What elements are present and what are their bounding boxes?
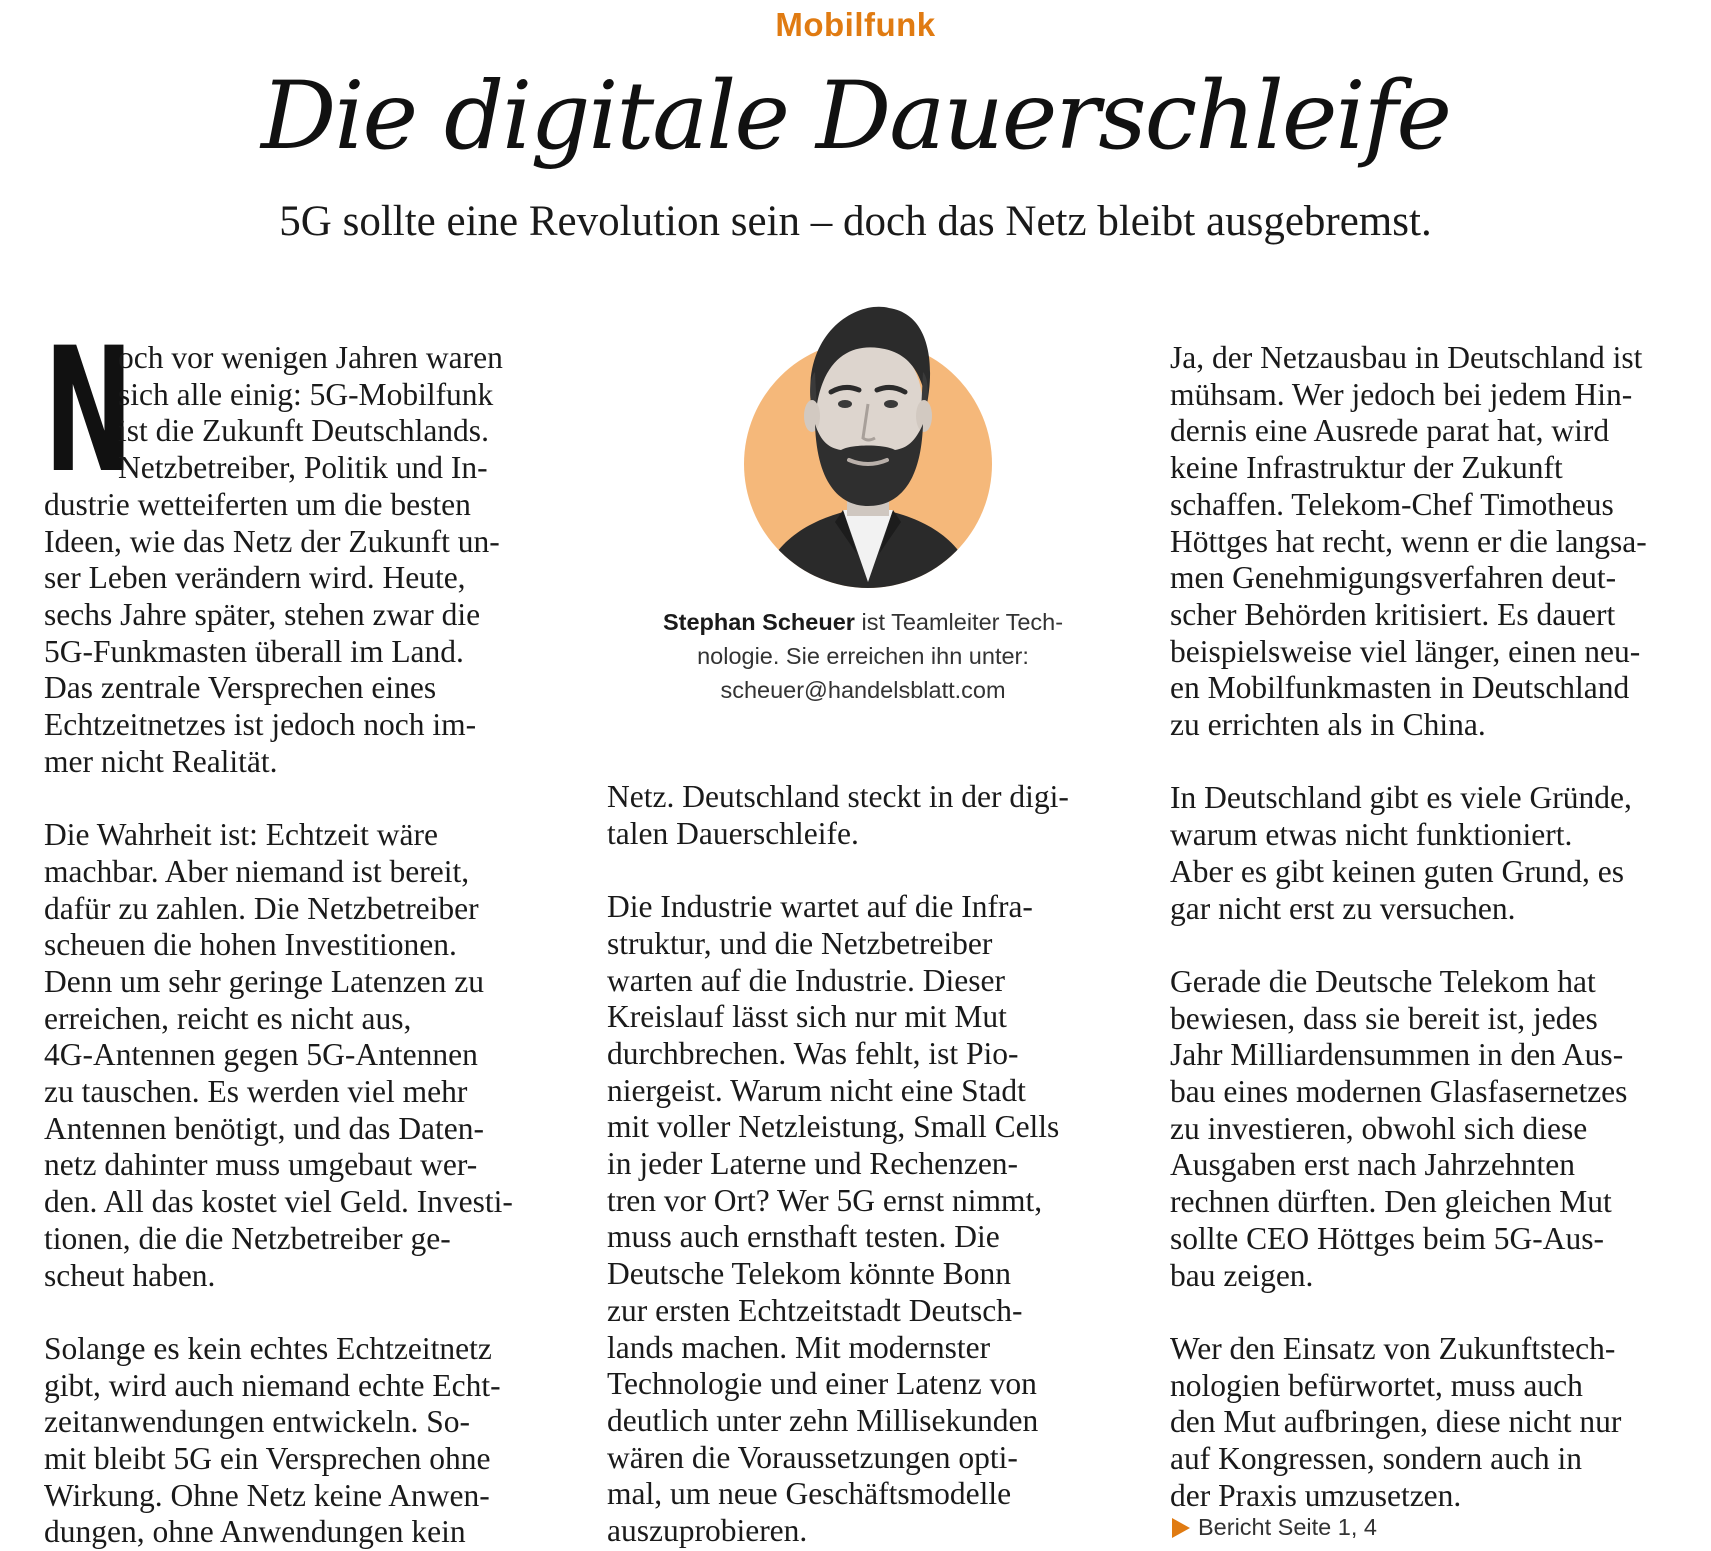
article-line: Echtzeitnetzes ist jedoch noch im- — [44, 707, 477, 743]
article-line: tren vor Ort? Wer 5G ernst nimmt, — [607, 1182, 1043, 1218]
article-line: rechnen dürften. Den gleichen Mut — [1170, 1184, 1612, 1220]
author-email: scheuer@handelsblatt.com — [720, 677, 1006, 703]
article-line: schaffen. Telekom-Chef Timotheus — [1170, 486, 1614, 522]
article-line: ser Leben verändern wird. Heute, — [44, 560, 466, 596]
article-line: beispielsweise viel länger, einen neu- — [1170, 633, 1641, 669]
article-line: niergeist. Warum nicht eine Stadt — [607, 1072, 1026, 1108]
article-column-3 — [1170, 340, 1690, 1514]
article-line: lands machen. Mit modernster — [607, 1329, 991, 1365]
article-line: Ausgaben erst nach Jahrzehnten — [1170, 1147, 1575, 1183]
author-caption — [600, 605, 1126, 707]
paragraph-break — [1170, 927, 1690, 964]
article-line: zu tauschen. Es werden viel mehr — [44, 1074, 468, 1110]
paragraph-break — [607, 852, 1127, 889]
article-line: men Genehmigungsverfahren deut- — [1170, 560, 1617, 596]
article-line: Ideen, wie das Netz der Zukunft un- — [44, 523, 500, 559]
article-line: Denn um sehr geringe Latenzen zu — [44, 963, 484, 999]
article-column-2 — [607, 779, 1127, 1550]
article-line: auszuprobieren. — [607, 1513, 808, 1549]
article-line: Die Wahrheit ist: Echtzeit wäre — [44, 817, 438, 853]
article-line: dernis eine Ausrede parat hat, wird — [1170, 413, 1610, 449]
article-line: dafür zu zahlen. Die Netzbetreiber — [44, 890, 479, 926]
article-line: Kreislauf lässt sich nur mit Mut — [607, 999, 1007, 1035]
article-line: sich alle einig: 5G-Mobilfunk — [118, 376, 494, 412]
article-line: 4G-Antennen gegen 5G-Antennen — [44, 1037, 478, 1073]
article-line: den. All das kostet viel Geld. Investi- — [44, 1184, 513, 1220]
article-line: in jeder Laterne und Rechenzen- — [607, 1146, 1019, 1182]
article-line: Das zentrale Versprechen eines — [44, 670, 437, 706]
article-line: tionen, die die Netzbetreiber ge- — [44, 1220, 451, 1256]
article-line: och vor wenigen Jahren waren — [118, 340, 503, 375]
article-line: scheuen die hohen Investitionen. — [44, 927, 457, 963]
article-line: Solange es kein echtes Echtzeitnetz — [44, 1330, 492, 1366]
author-name: Stephan Scheuer — [662, 609, 855, 635]
article-line: netz dahinter muss umgebaut wer- — [44, 1147, 478, 1183]
article-line: zu errichten als in China. — [1170, 707, 1486, 743]
article-line: scheut haben. — [44, 1257, 216, 1293]
article-line: Technologie und einer Latenz von — [607, 1366, 1037, 1402]
article-line: sechs Jahre später, stehen zwar die — [44, 596, 481, 632]
article-line: bau eines modernen Glasfasernetzes — [1170, 1074, 1628, 1110]
article-line: mit bleibt 5G ein Versprechen ohne — [44, 1441, 491, 1477]
author-portrait — [739, 292, 997, 592]
article-line: Wirkung. Ohne Netz keine Anwen- — [44, 1477, 490, 1513]
article-line: den Mut aufbringen, diese nicht nur — [1170, 1404, 1622, 1440]
article-line: Wer den Einsatz von Zukunftstech- — [1170, 1330, 1616, 1366]
article-line: auf Kongressen, sondern auch in — [1170, 1441, 1583, 1477]
article-line: Netz. Deutschland steckt in der digi- — [607, 779, 1069, 814]
article-line: Ja, der Netzausbau in Deutschland ist — [1170, 340, 1643, 375]
article-line: Deutsche Telekom könnte Bonn — [607, 1256, 1012, 1292]
article-line: deutlich unter zehn Millisekunden — [607, 1402, 1039, 1438]
article-line: Netzbetreiber, Politik und In- — [118, 450, 488, 486]
paragraph-break — [1170, 1294, 1690, 1331]
article-line: keine Infrastruktur der Zukunft — [1170, 450, 1563, 486]
article-line: In Deutschland gibt es viele Gründe, — [1170, 780, 1632, 816]
paragraph-break — [44, 1294, 564, 1331]
subheadline: 5G sollte eine Revolution sein – doch das Netz bleibt ausgebremst. — [279, 198, 1432, 245]
kicker: Mobilfunk — [775, 6, 936, 43]
article-line: Die Industrie wartet auf die Infra- — [607, 889, 1033, 925]
article-column-1 — [44, 310, 564, 1551]
article-line: muss auch ernsthaft testen. Die — [607, 1219, 1000, 1255]
article-line: der Praxis umzusetzen. — [1170, 1477, 1462, 1513]
article-line: ist die Zukunft Deutschlands. — [118, 413, 489, 449]
article-line: struktur, und die Netzbetreiber — [607, 925, 993, 961]
drop-cap: N — [44, 310, 134, 511]
article-line: zur ersten Echtzeitstadt Deutsch- — [607, 1292, 1023, 1328]
article-line: nologien befürwortet, muss auch — [1170, 1367, 1583, 1403]
article-line: mit voller Netzleistung, Small Cells — [607, 1109, 1060, 1145]
article-line: Aber es gibt keinen guten Grund, es — [1170, 853, 1625, 889]
paragraph-break — [1170, 744, 1690, 781]
article-line: durchbrechen. Was fehlt, ist Pio- — [607, 1035, 1019, 1071]
article-line: zu investieren, obwohl sich diese — [1170, 1110, 1588, 1146]
article-line: Höttges hat recht, wenn er die langsa- — [1170, 523, 1647, 559]
article-line: warum etwas nicht funktioniert. — [1170, 817, 1573, 853]
article-line: mühsam. Wer jedoch bei jedem Hin- — [1170, 376, 1633, 412]
article-line: Gerade die Deutsche Telekom hat — [1170, 963, 1596, 999]
article-line: zeitanwendungen entwickeln. So- — [44, 1404, 470, 1440]
article-line: Antennen benötigt, und das Daten- — [44, 1110, 485, 1146]
paragraph-break — [44, 780, 564, 817]
article-line: wären die Voraussetzungen opti- — [607, 1439, 1018, 1475]
article-line: en Mobilfunkmasten in Deutschland — [1170, 670, 1630, 706]
article-line: gar nicht erst zu versuchen. — [1170, 890, 1516, 926]
article-line: 5G-Funkmasten überall im Land. — [44, 633, 464, 669]
page-reference-text: Bericht Seite 1, 4 — [1198, 1514, 1377, 1540]
article-line: machbar. Aber niemand ist bereit, — [44, 853, 470, 889]
article-line: Jahr Milliardensummen in den Aus- — [1170, 1037, 1624, 1073]
article-line: warten auf die Industrie. Dieser — [607, 962, 1005, 998]
headline: Die digitale Dauerschleife — [261, 62, 1450, 171]
article-line: talen Dauerschleife. — [607, 815, 859, 851]
article-line: bau zeigen. — [1170, 1257, 1314, 1293]
article-line: sollte CEO Höttges beim 5G-Aus- — [1170, 1220, 1604, 1256]
page-reference — [1172, 1512, 1377, 1542]
article-line: bewiesen, dass sie bereit ist, jedes — [1170, 1000, 1598, 1036]
author-role: ist Teamleiter Tech- — [854, 609, 1064, 635]
author-contact-line: nologie. Sie erreichen ihn unter: — [697, 643, 1029, 669]
article-line: gibt, wird auch niemand echte Echt- — [44, 1367, 501, 1403]
article-line: dustrie wetteiferten um die besten — [44, 486, 471, 522]
article-line: erreichen, reicht es nicht aus, — [44, 1000, 412, 1036]
article-line: scher Behörden kritisiert. Es dauert — [1170, 596, 1616, 632]
article-line: mal, um neue Geschäftsmodelle — [607, 1476, 1012, 1512]
article-line: mer nicht Realität. — [44, 743, 278, 779]
article-line: dungen, ohne Anwendungen kein — [44, 1514, 466, 1550]
triangle-right-icon — [1172, 1518, 1190, 1538]
